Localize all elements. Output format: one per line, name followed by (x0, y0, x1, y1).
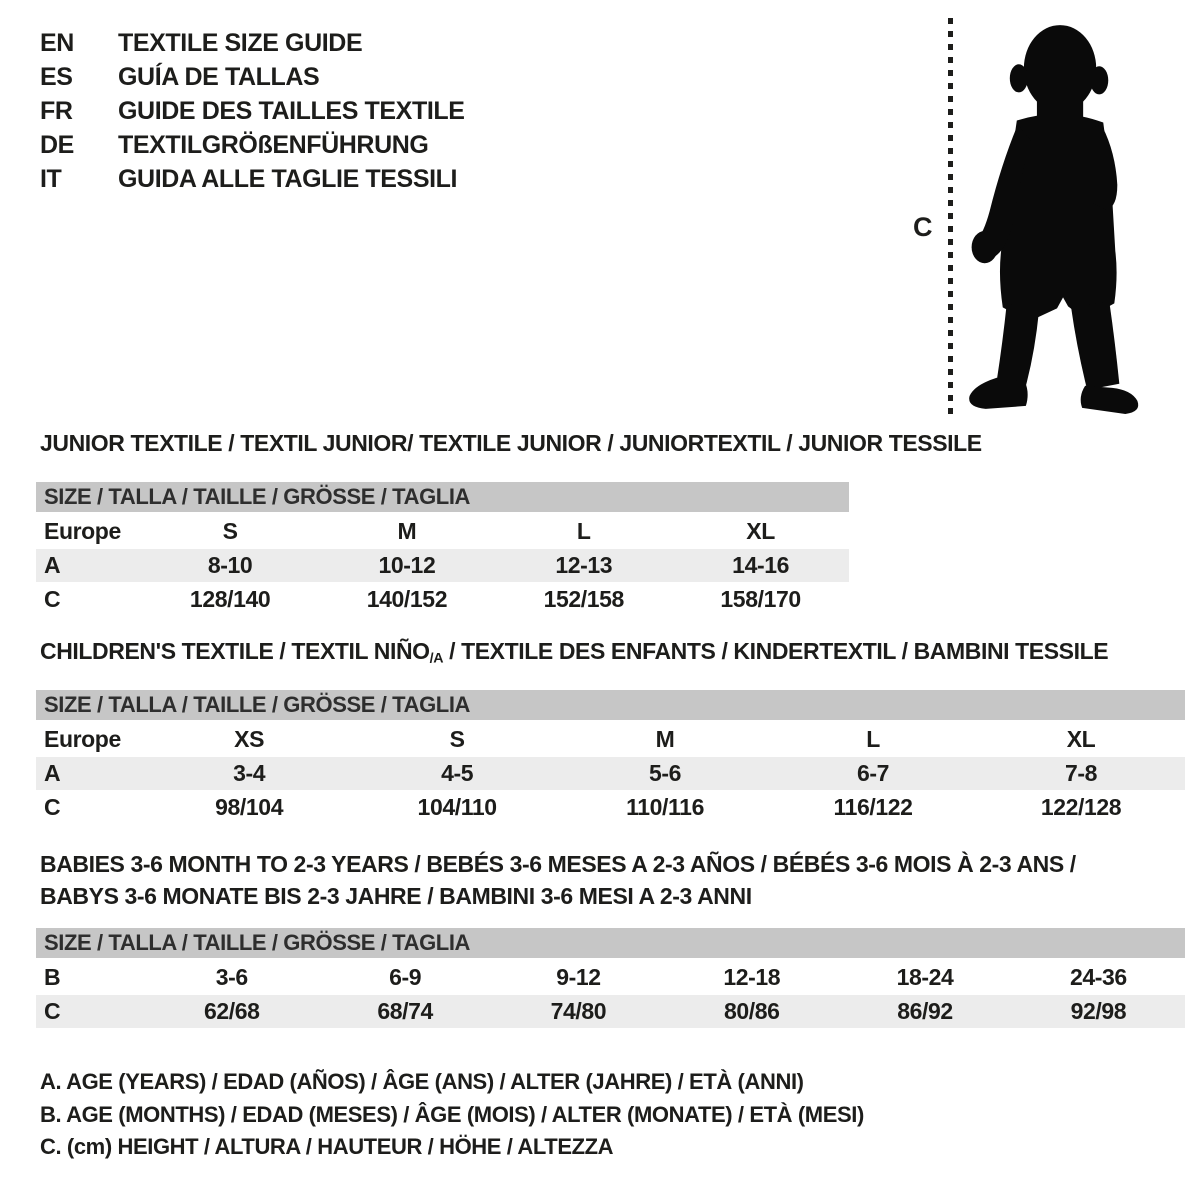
table-cell: 68/74 (377, 998, 433, 1024)
lang-row-de (40, 128, 465, 162)
column-header: S (449, 726, 465, 752)
legend-line-c: C. (cm) HEIGHT / ALTURA / HAUTEUR / HÖHE / ALTEZZA (40, 1134, 614, 1159)
measurement-legend (40, 1066, 864, 1164)
table-cell: 110/116 (626, 794, 704, 820)
babies-title-line1: BABIES 3-6 MONTH TO 2-3 YEARS / BEBÉS 3-6 MESES A 2-3 AÑOS / BÉBÉS 3-6 MOIS À 2-3 ANS / (40, 851, 1076, 877)
table-cell: 5-6 (649, 760, 682, 786)
table-cell: 14-16 (732, 552, 789, 578)
toddler-silhouette-icon (963, 12, 1143, 426)
table-row (36, 995, 1185, 1028)
lang-title: GUIDE DES TAILLES TEXTILE (118, 97, 465, 125)
row-label: B (44, 964, 61, 990)
language-title-block (40, 26, 465, 196)
table-cell: 74/80 (550, 998, 607, 1024)
table-cell: 9-12 (556, 964, 601, 990)
babies-section-title (40, 848, 1076, 912)
table-cell: 10-12 (378, 552, 436, 578)
legend-line-a: A. AGE (YEARS) / EDAD (AÑOS) / ÂGE (ANS) / ALTER (JAHRE) / ETÀ (ANNI) (40, 1069, 804, 1094)
lang-title: GUIDA ALLE TAGLIE TESSILI (118, 165, 458, 193)
column-header: L (576, 518, 591, 544)
lang-code: DE (40, 131, 74, 159)
table-cell: 86/92 (897, 998, 953, 1024)
column-header: L (866, 726, 880, 752)
table-row (36, 549, 849, 582)
table-cell: 152/158 (543, 586, 624, 612)
table-cell: 80/86 (723, 998, 780, 1024)
table-cell: 128/140 (189, 586, 271, 612)
table-cell: 3-4 (233, 760, 266, 786)
children-size-table (36, 690, 1185, 825)
lang-row-it (40, 162, 465, 196)
table-cell: 104/110 (417, 794, 497, 820)
lang-code: FR (40, 97, 73, 125)
row-label: C (44, 998, 61, 1024)
legend-line-b: B. AGE (MONTHS) / EDAD (MESES) / ÂGE (MOIS) / ALTER (MONATE) / ETÀ (MESI) (40, 1101, 864, 1127)
table-row (36, 791, 1185, 824)
lang-row-es (40, 60, 465, 94)
junior-size-header: SIZE / TALLA / TAILLE / GRÖSSE / TAGLIA (36, 482, 849, 512)
table-cell: 62/68 (204, 998, 260, 1024)
height-c-label: C (913, 212, 933, 242)
column-header: S (222, 518, 238, 544)
table-cell: 7-8 (1064, 760, 1098, 786)
babies-size-table (36, 928, 1185, 1029)
column-header: XL (746, 518, 775, 544)
children-title-prefix: CHILDREN'S TEXTILE / TEXTIL NIÑO (40, 638, 430, 664)
row-label: C (44, 794, 61, 820)
column-header: XL (1066, 726, 1096, 752)
row-label: C (44, 586, 61, 612)
table-cell: 98/104 (215, 794, 284, 820)
junior-columns-row (36, 515, 849, 548)
lang-code: EN (40, 29, 74, 57)
lang-row-fr (40, 94, 465, 128)
lang-title: TEXTILE SIZE GUIDE (118, 29, 363, 57)
junior-section-title-text: JUNIOR TEXTILE / TEXTIL JUNIOR/ TEXTILE JUNIOR / JUNIORTEXTIL / JUNIOR TESSILE (40, 430, 982, 456)
table-cell: 6-7 (857, 760, 890, 786)
table-row (36, 757, 1185, 790)
height-measure-figure (905, 10, 1165, 430)
height-dashed-line (948, 18, 953, 418)
row-label: A (44, 552, 61, 578)
column-header: M (655, 726, 675, 752)
lang-code: IT (40, 165, 62, 193)
table-row (36, 961, 1185, 994)
table-row (36, 583, 849, 616)
table-cell: 122/128 (1040, 794, 1122, 820)
children-section-title (40, 638, 1108, 672)
table-cell: 92/98 (1070, 998, 1127, 1024)
children-columns-row (36, 723, 1185, 756)
table-cell: 3-6 (215, 964, 248, 990)
lang-code: ES (40, 63, 73, 91)
row-label: A (44, 760, 61, 786)
table-cell: 12-13 (555, 552, 613, 578)
table-cell: 8-10 (207, 552, 253, 578)
table-cell: 4-5 (441, 760, 474, 786)
lang-title: TEXTILGRÖßENFÜHRUNG (118, 131, 429, 159)
lang-title: GUÍA DE TALLAS (118, 63, 320, 91)
table-cell: 116/122 (833, 794, 913, 820)
babies-title-line2: BABYS 3-6 MONATE BIS 2-3 JAHRE / BAMBINI 3-6 MESI A 2-3 ANNI (40, 883, 752, 909)
table-cell: 158/170 (720, 586, 801, 612)
region-label: Europe (44, 518, 121, 544)
column-header: XS (234, 726, 265, 752)
table-cell: 6-9 (389, 964, 422, 990)
children-title-subscript: /A (429, 650, 444, 667)
table-cell: 18-24 (896, 964, 954, 990)
table-cell: 12-18 (723, 964, 781, 990)
table-cell: 140/152 (366, 586, 448, 612)
region-label: Europe (44, 726, 121, 752)
column-header: M (397, 518, 417, 544)
children-size-header: SIZE / TALLA / TAILLE / GRÖSSE / TAGLIA (36, 690, 1185, 720)
table-cell: 24-36 (1069, 964, 1127, 990)
children-title-suffix: / TEXTILE DES ENFANTS / KINDERTEXTIL / BAMBINI TESSILE (443, 638, 1109, 664)
junior-size-table (36, 482, 849, 617)
babies-size-header: SIZE / TALLA / TAILLE / GRÖSSE / TAGLIA (36, 928, 1185, 958)
lang-row-en (40, 26, 465, 60)
junior-section-title (40, 430, 982, 456)
